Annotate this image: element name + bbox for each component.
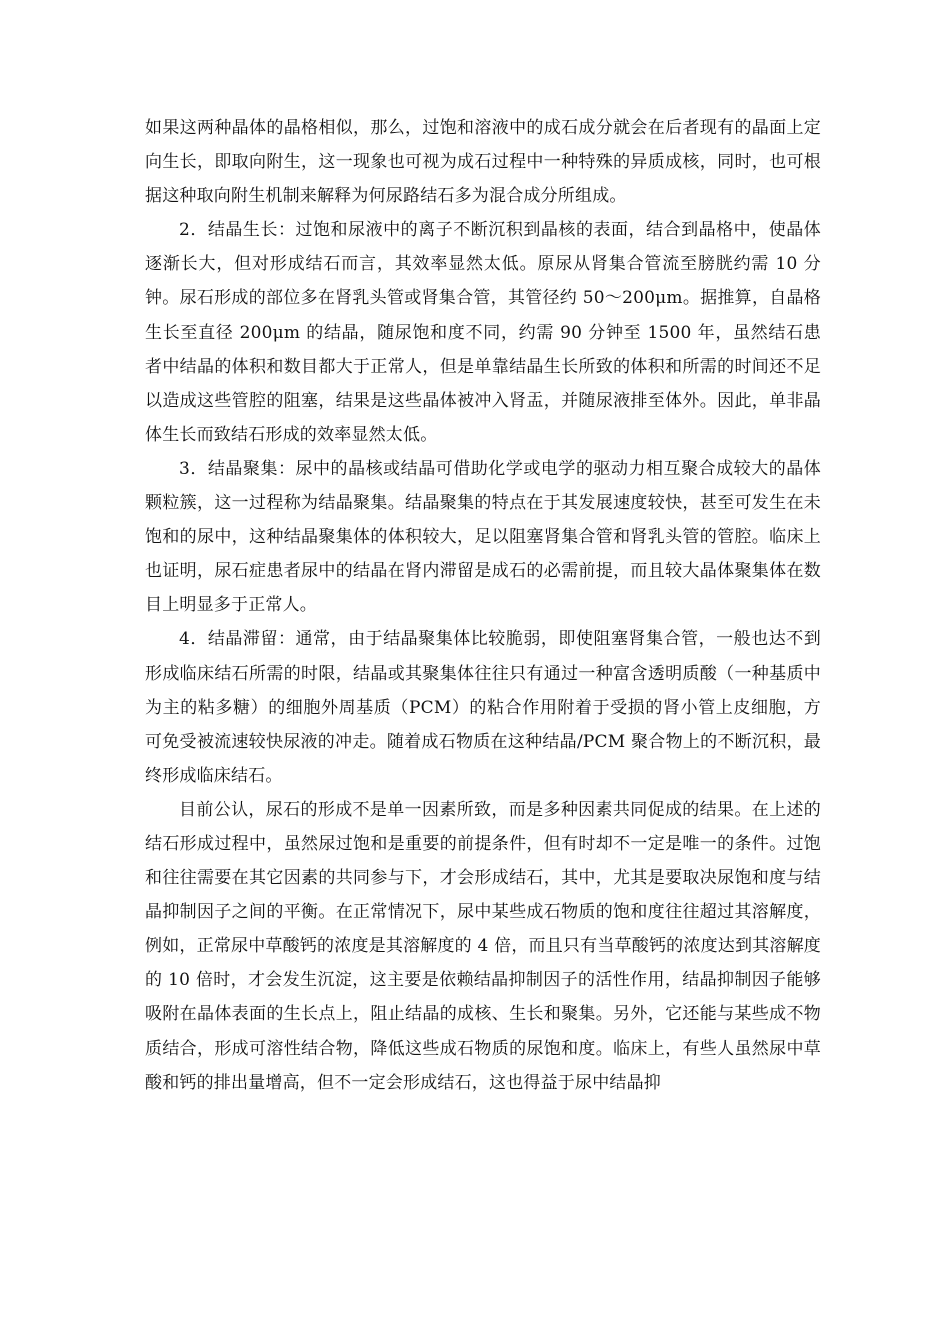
paragraph-crystal-growth: 2．结晶生长：过饱和尿液中的离子不断沉积到晶核的表面，结合到晶格中，使晶体逐渐长大，但对形成结石而言，其效率显然太低。原尿从肾集合管流至膀胱约需 10 分钟。尿石形成的部位多在肾乳头管或肾集合管，其管径约 50～200μm。据推算，自晶格生长至直径 200μm 的结晶，随尿饱和度不同，约需 90 分钟至 1500 年，虽然结石患者中结晶的体积和数目都大于正常人，但是单靠结晶生长所致的体积和所需的时间还不足以造成这些管腔的阻塞，结果是这些晶体被冲入肾盂，并随尿液排至体外。因此，单非晶体生长而致结石形成的效率显然太低。 bbox=[145, 220, 821, 445]
paragraph-crystal-aggregation: 3．结晶聚集：尿中的晶核或结晶可借助化学或电学的驱动力相互聚合成较大的晶体颗粒簇，这一过程称为结晶聚集。结晶聚集的特点在于其发展速度较快，甚至可发生在未饱和的尿中，这种结晶聚集体的体积较大，足以阻塞肾集合管和肾乳头管的管腔。临床上也证明，尿石症患者尿中的结晶在肾内滞留是成石的必需前提，而且较大晶体聚集体在数目上明显多于正常人。 bbox=[145, 458, 821, 616]
paragraph-consensus: 目前公认，尿石的形成不是单一因素所致，而是多种因素共同促成的结果。在上述的结石形成过程中，虽然尿过饱和是重要的前提条件，但有时却不一定是唯一的条件。过饱和往往需要在其它因素的共同参与下，才会形成结石，其中，尤其是要取决尿饱和度与结晶抑制因子之间的平衡。在正常情况下，尿中某些成石物质的饱和度往往超过其溶解度，例如，正常尿中草酸钙的浓度是其溶解度的 4 倍，而且只有当草酸钙的浓度达到其溶解度的 10 倍时，才会发生沉淀，这主要是依赖结晶抑制因子的活性作用，结晶抑制因子能够吸附在晶体表面的生长点上，阻止结晶的成核、生长和聚集。另外，它还能与某些成不物质结合，形成可溶性结合物，降低这些成石物质的尿饱和度。临床上，有些人虽然尿中草酸和钙的排出量增高，但不一定会形成结石，这也得益于尿中结晶抑 bbox=[145, 799, 821, 1093]
paragraph-crystal-retention: 4．结晶滞留：通常，由于结晶聚集体比较脆弱，即使阻塞肾集合管，一般也达不到形成临床结石所需的时限，结晶或其聚集体往往只有通过一种富含透明质酸（一种基质中为主的粘多糖）的细胞外周基质（PCM）的粘合作用附着于受损的肾小管上皮细胞，方可免受被流速较快尿液的冲走。随着成石物质在这种结晶/PCM 聚合物上的不断沉积，最终形成临床结石。 bbox=[145, 629, 821, 786]
paragraph-crystal-epitaxy: 如果这两种晶体的晶格相似，那么，过饱和溶液中的成石成分就会在后者现有的晶面上定向生长，即取向附生，这一现象也可视为成石过程中一种特殊的异质成核，同时，也可根据这种取向附生机制来解释为何尿路结石多为混合成分所组成。 bbox=[145, 118, 821, 207]
document-body bbox=[145, 111, 821, 1100]
